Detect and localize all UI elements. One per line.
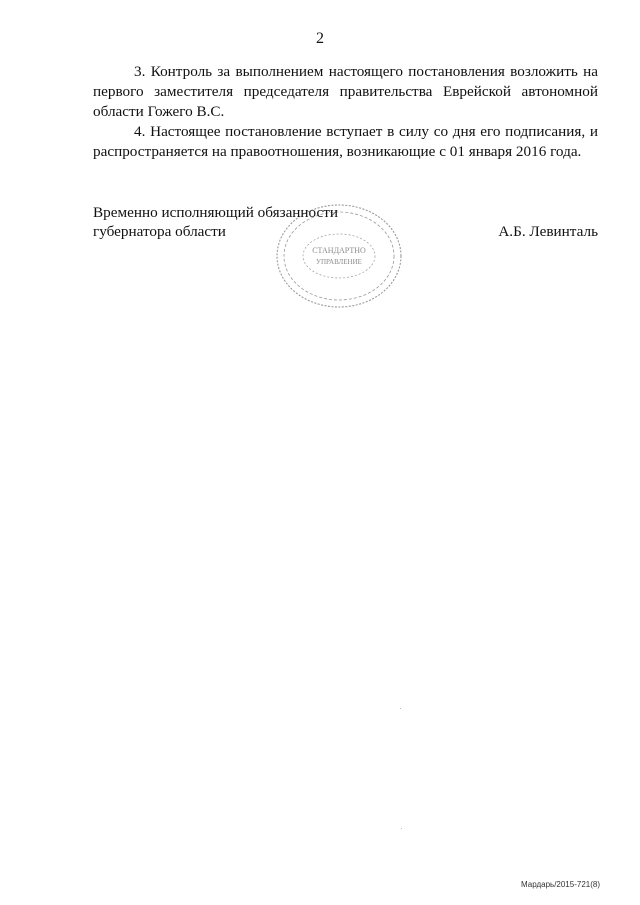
paragraph-3: 3. Контроль за выполнением настоящего постановления возложить на первого заместителя председателя правительства Еврейской автономной области Гожего В.С.: [93, 63, 598, 120]
scan-speck: [400, 708, 401, 709]
document-body: [93, 62, 598, 162]
page-number: 2: [316, 30, 324, 47]
stamp-text-line1: СТАНДАРТНО: [312, 246, 366, 255]
stamp-text-line2: УПРАВЛЕНИЕ: [316, 258, 362, 266]
signatory-name: А.Б. Левинталь: [498, 223, 598, 240]
document-footer-code: Мардарь/2015-721(8): [520, 880, 600, 889]
signature-block: [93, 203, 598, 241]
signatory-position-line2: губернатора области: [93, 223, 226, 240]
paragraph-4: 4. Настоящее постановление вступает в силу со дня его подписания, и распространяется на правоотношения, возникающие с 01 января 2016 года.: [93, 123, 598, 160]
signatory-position-line1: Временно исполняющий обязанности: [93, 204, 339, 221]
scan-speck: [401, 828, 402, 829]
